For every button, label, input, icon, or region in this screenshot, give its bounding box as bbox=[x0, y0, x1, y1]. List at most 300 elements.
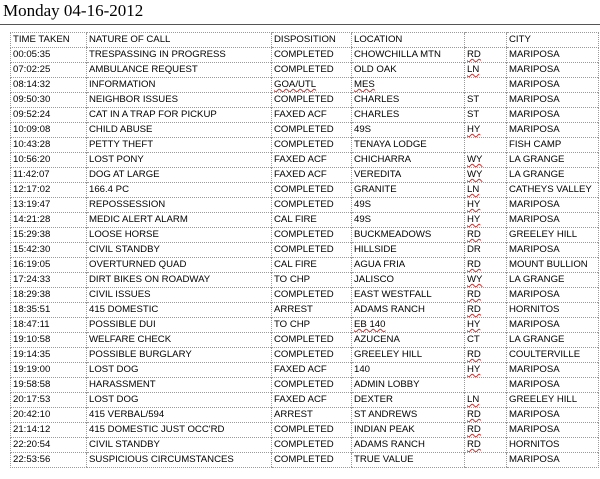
column-header-time: TIME TAKEN bbox=[11, 33, 87, 48]
table-row bbox=[11, 198, 599, 213]
cell-nature-text: CHILD ABUSE bbox=[89, 124, 153, 135]
cell-street-type bbox=[465, 153, 507, 168]
cell-time bbox=[11, 393, 87, 408]
table-row bbox=[11, 438, 599, 453]
cell-street-type bbox=[465, 168, 507, 183]
cell-location bbox=[352, 228, 465, 243]
cell-city bbox=[507, 288, 599, 303]
cell-location bbox=[352, 138, 465, 153]
column-header-location: LOCATION bbox=[352, 33, 465, 48]
cell-disposition bbox=[272, 213, 352, 228]
cell-location-text: VEREDITA bbox=[354, 169, 402, 180]
cell-disposition bbox=[272, 93, 352, 108]
cell-disposition bbox=[272, 303, 352, 318]
cell-location bbox=[352, 453, 465, 468]
cell-time bbox=[11, 228, 87, 243]
cell-time-text: 18:47:11 bbox=[13, 319, 50, 330]
cell-nature-text: POSSIBLE BURGLARY bbox=[89, 349, 192, 360]
cell-nature-text: DIRT BIKES ON ROADWAY bbox=[89, 274, 211, 285]
cell-street-type-text: RD bbox=[467, 229, 481, 240]
cell-time-text: 19:10:58 bbox=[13, 334, 51, 345]
cell-disposition-text: COMPLETED bbox=[274, 94, 334, 105]
cell-city-text: MARIPOSA bbox=[509, 64, 560, 75]
table-row bbox=[11, 423, 599, 438]
cell-nature bbox=[87, 288, 272, 303]
cell-street-type-text: WY bbox=[467, 154, 483, 165]
table-row bbox=[11, 273, 599, 288]
cell-time-text: 19:14:35 bbox=[13, 349, 51, 360]
cell-time bbox=[11, 153, 87, 168]
cell-location bbox=[352, 273, 465, 288]
cell-nature-text: HARASSMENT bbox=[89, 379, 156, 390]
cell-city-text: HORNITOS bbox=[509, 304, 560, 315]
cell-street-type bbox=[465, 138, 507, 153]
cell-time-text: 17:24:33 bbox=[13, 274, 51, 285]
cell-street-type bbox=[465, 423, 507, 438]
cell-time-text: 13:19:47 bbox=[13, 199, 51, 210]
table-row bbox=[11, 183, 599, 198]
cell-street-type bbox=[465, 93, 507, 108]
column-header-nature: NATURE OF CALL bbox=[87, 33, 272, 48]
cell-nature-text: CIVIL STANDBY bbox=[89, 439, 160, 450]
cell-location-text: HILLSIDE bbox=[354, 244, 397, 255]
cell-time-text: 00:05:35 bbox=[13, 49, 51, 60]
cell-city bbox=[507, 423, 599, 438]
cell-location bbox=[352, 333, 465, 348]
cell-time bbox=[11, 318, 87, 333]
cell-city-text: MARIPOSA bbox=[509, 319, 560, 330]
cell-disposition bbox=[272, 78, 352, 93]
table-row bbox=[11, 63, 599, 78]
cell-location-text: GRANITE bbox=[354, 184, 397, 195]
cell-disposition bbox=[272, 138, 352, 153]
cell-nature-text: CIVIL STANDBY bbox=[89, 244, 160, 255]
cell-nature bbox=[87, 348, 272, 363]
table-row bbox=[11, 408, 599, 423]
cell-time-text: 10:09:08 bbox=[13, 124, 51, 135]
cell-disposition bbox=[272, 348, 352, 363]
cell-time bbox=[11, 183, 87, 198]
cell-disposition-text: COMPLETED bbox=[274, 379, 334, 390]
cell-location-text: ST ANDREWS bbox=[354, 409, 418, 420]
cell-city bbox=[507, 363, 599, 378]
table-row bbox=[11, 303, 599, 318]
cell-nature bbox=[87, 153, 272, 168]
cell-location-text: CHARLES bbox=[354, 109, 400, 120]
cell-nature-text: 166.4 PC bbox=[89, 184, 130, 195]
cell-location-text: ADMIN LOBBY bbox=[354, 379, 420, 390]
table-row bbox=[11, 288, 599, 303]
cell-city-text: CATHEYS VALLEY bbox=[509, 184, 592, 195]
cell-location-text: INDIAN PEAK bbox=[354, 424, 415, 435]
cell-nature-text: LOST PONY bbox=[89, 154, 144, 165]
cell-disposition bbox=[272, 273, 352, 288]
cell-nature-text: NEIGHBOR ISSUES bbox=[89, 94, 179, 105]
cell-location-text: MES bbox=[354, 79, 375, 90]
cell-nature-text: CAT IN A TRAP FOR PICKUP bbox=[89, 109, 217, 120]
cell-location bbox=[352, 48, 465, 63]
cell-location bbox=[352, 213, 465, 228]
cell-location-text: TRUE VALUE bbox=[354, 454, 414, 465]
cell-street-type bbox=[465, 63, 507, 78]
table-row bbox=[11, 228, 599, 243]
table-row bbox=[11, 378, 599, 393]
cell-time bbox=[11, 273, 87, 288]
table-row bbox=[11, 258, 599, 273]
cell-location-text: 49S bbox=[354, 199, 372, 210]
cell-time bbox=[11, 423, 87, 438]
cell-disposition-text: COMPLETED bbox=[274, 199, 334, 210]
cell-nature-text: LOOSE HORSE bbox=[89, 229, 159, 240]
cell-city bbox=[507, 183, 599, 198]
cell-time-text: 20:42:10 bbox=[13, 409, 51, 420]
cell-disposition bbox=[272, 48, 352, 63]
cell-location-text: ADAMS RANCH bbox=[354, 439, 425, 450]
cell-street-type bbox=[465, 438, 507, 453]
table-header-row bbox=[11, 33, 599, 48]
table-row bbox=[11, 363, 599, 378]
cell-street-type-text: RD bbox=[467, 424, 481, 435]
cell-street-type bbox=[465, 123, 507, 138]
cell-location bbox=[352, 168, 465, 183]
cell-disposition-text: COMPLETED bbox=[274, 124, 334, 135]
table-row bbox=[11, 108, 599, 123]
cell-city-text: HORNITOS bbox=[509, 439, 560, 450]
cell-city bbox=[507, 258, 599, 273]
cell-street-type-text: HY bbox=[467, 124, 481, 135]
cell-city bbox=[507, 213, 599, 228]
cell-disposition bbox=[272, 168, 352, 183]
cell-disposition-text: ARREST bbox=[274, 304, 313, 315]
cell-time-text: 19:58:58 bbox=[13, 379, 51, 390]
cell-location bbox=[352, 393, 465, 408]
cell-time bbox=[11, 138, 87, 153]
cell-disposition bbox=[272, 198, 352, 213]
cell-city bbox=[507, 228, 599, 243]
cell-time-text: 09:52:24 bbox=[13, 109, 51, 120]
call-log-table bbox=[10, 32, 599, 468]
table-row bbox=[11, 78, 599, 93]
table-row bbox=[11, 123, 599, 138]
cell-city bbox=[507, 378, 599, 393]
cell-disposition bbox=[272, 363, 352, 378]
cell-location bbox=[352, 318, 465, 333]
cell-nature bbox=[87, 138, 272, 153]
cell-disposition-text: FAXED ACF bbox=[274, 394, 327, 405]
cell-location bbox=[352, 258, 465, 273]
cell-street-type-text: LN bbox=[467, 64, 480, 75]
cell-location bbox=[352, 153, 465, 168]
cell-city bbox=[507, 333, 599, 348]
cell-location bbox=[352, 63, 465, 78]
cell-nature bbox=[87, 333, 272, 348]
cell-location-text: CHICHARRA bbox=[354, 154, 412, 165]
page-title: Monday 04-16-2012 bbox=[3, 1, 144, 20]
cell-nature-text: 415 DOMESTIC bbox=[89, 304, 159, 315]
cell-nature bbox=[87, 48, 272, 63]
cell-city-text: MARIPOSA bbox=[509, 364, 560, 375]
table-row bbox=[11, 333, 599, 348]
cell-street-type bbox=[465, 213, 507, 228]
cell-nature bbox=[87, 378, 272, 393]
cell-location-text: OLD OAK bbox=[354, 64, 397, 75]
cell-street-type bbox=[465, 303, 507, 318]
cell-time bbox=[11, 333, 87, 348]
cell-disposition-text: COMPLETED bbox=[274, 229, 334, 240]
cell-city-text: MOUNT BULLION bbox=[509, 259, 588, 270]
cell-location bbox=[352, 243, 465, 258]
cell-time bbox=[11, 213, 87, 228]
cell-street-type bbox=[465, 348, 507, 363]
cell-location-text: DEXTER bbox=[354, 394, 393, 405]
cell-nature bbox=[87, 453, 272, 468]
cell-city bbox=[507, 198, 599, 213]
cell-city-text: LA GRANGE bbox=[509, 274, 565, 285]
cell-time bbox=[11, 348, 87, 363]
cell-location-text: EB 140 bbox=[354, 319, 386, 330]
cell-city-text: FISH CAMP bbox=[509, 139, 562, 150]
cell-location-text: BUCKMEADOWS bbox=[354, 229, 432, 240]
cell-disposition-text: TO CHP bbox=[274, 274, 311, 285]
cell-nature bbox=[87, 318, 272, 333]
column-header-city: CITY bbox=[507, 33, 599, 48]
cell-city bbox=[507, 123, 599, 138]
cell-city bbox=[507, 138, 599, 153]
cell-disposition-text: COMPLETED bbox=[274, 334, 334, 345]
cell-location bbox=[352, 183, 465, 198]
cell-time-text: 20:17:53 bbox=[13, 394, 51, 405]
cell-location bbox=[352, 288, 465, 303]
cell-nature bbox=[87, 63, 272, 78]
cell-street-type bbox=[465, 273, 507, 288]
cell-disposition-text: FAXED ACF bbox=[274, 154, 327, 165]
cell-city-text: LA GRANGE bbox=[509, 334, 565, 345]
cell-disposition bbox=[272, 438, 352, 453]
table-row bbox=[11, 453, 599, 468]
table-row bbox=[11, 138, 599, 153]
cell-street-type-text: RD bbox=[467, 49, 481, 60]
cell-nature bbox=[87, 258, 272, 273]
cell-street-type bbox=[465, 108, 507, 123]
cell-time bbox=[11, 63, 87, 78]
cell-disposition bbox=[272, 453, 352, 468]
cell-disposition-text: CAL FIRE bbox=[274, 259, 317, 270]
cell-location-text: AGUA FRIA bbox=[354, 259, 406, 270]
cell-location-text: ADAMS RANCH bbox=[354, 304, 425, 315]
cell-city bbox=[507, 48, 599, 63]
cell-disposition-text: COMPLETED bbox=[274, 454, 334, 465]
cell-nature-text: PETTY THEFT bbox=[89, 139, 154, 150]
cell-time bbox=[11, 363, 87, 378]
cell-city bbox=[507, 63, 599, 78]
cell-nature bbox=[87, 303, 272, 318]
cell-nature bbox=[87, 408, 272, 423]
cell-city-text: LA GRANGE bbox=[509, 154, 565, 165]
cell-street-type bbox=[465, 78, 507, 93]
cell-time bbox=[11, 243, 87, 258]
cell-street-type bbox=[465, 48, 507, 63]
cell-disposition bbox=[272, 108, 352, 123]
cell-disposition-text: CAL FIRE bbox=[274, 214, 317, 225]
cell-time-text: 16:19:05 bbox=[13, 259, 51, 270]
cell-nature-text: AMBULANCE REQUEST bbox=[89, 64, 198, 75]
cell-time bbox=[11, 93, 87, 108]
cell-street-type-text: LN bbox=[467, 184, 480, 195]
cell-time-text: 12:17:02 bbox=[13, 184, 51, 195]
cell-city bbox=[507, 408, 599, 423]
cell-disposition bbox=[272, 183, 352, 198]
cell-disposition-text: ARREST bbox=[274, 409, 313, 420]
cell-street-type-text: RD bbox=[467, 259, 481, 270]
cell-street-type bbox=[465, 408, 507, 423]
cell-city bbox=[507, 93, 599, 108]
cell-time bbox=[11, 408, 87, 423]
cell-nature-text: 415 DOMESTIC JUST OCC'RD bbox=[89, 424, 225, 435]
cell-street-type bbox=[465, 243, 507, 258]
cell-street-type bbox=[465, 183, 507, 198]
cell-city-text: MARIPOSA bbox=[509, 124, 560, 135]
cell-street-type-text: HY bbox=[467, 214, 481, 225]
cell-disposition bbox=[272, 258, 352, 273]
cell-city-text: LA GRANGE bbox=[509, 169, 565, 180]
cell-street-type-text: WY bbox=[467, 169, 483, 180]
cell-street-type-text: RD bbox=[467, 439, 481, 450]
cell-disposition-text: FAXED ACF bbox=[274, 364, 327, 375]
cell-city-text: MARIPOSA bbox=[509, 409, 560, 420]
cell-street-type bbox=[465, 258, 507, 273]
cell-location bbox=[352, 378, 465, 393]
cell-location-text: EAST WESTFALL bbox=[354, 289, 432, 300]
cell-street-type bbox=[465, 333, 507, 348]
cell-location bbox=[352, 78, 465, 93]
cell-street-type bbox=[465, 453, 507, 468]
cell-location-text: 140 bbox=[354, 364, 371, 375]
cell-nature bbox=[87, 363, 272, 378]
cell-city-text: MARIPOSA bbox=[509, 79, 560, 90]
cell-location-text: GREELEY HILL bbox=[354, 349, 423, 360]
cell-time-text: 11:42:07 bbox=[13, 169, 50, 180]
cell-disposition-text: GOA/UTL bbox=[274, 79, 317, 90]
cell-nature bbox=[87, 183, 272, 198]
cell-nature-text: OVERTURNED QUAD bbox=[89, 259, 187, 270]
cell-time bbox=[11, 123, 87, 138]
cell-location-text: CHARLES bbox=[354, 94, 400, 105]
cell-location bbox=[352, 423, 465, 438]
cell-disposition-text: COMPLETED bbox=[274, 439, 334, 450]
cell-disposition-text: COMPLETED bbox=[274, 64, 334, 75]
cell-time bbox=[11, 168, 87, 183]
cell-city-text: MARIPOSA bbox=[509, 199, 560, 210]
cell-time bbox=[11, 303, 87, 318]
cell-disposition-text: FAXED ACF bbox=[274, 169, 327, 180]
cell-disposition-text: COMPLETED bbox=[274, 424, 334, 435]
cell-city bbox=[507, 453, 599, 468]
cell-location-text: JALISCO bbox=[354, 274, 394, 285]
cell-nature bbox=[87, 198, 272, 213]
cell-street-type bbox=[465, 288, 507, 303]
table-row bbox=[11, 93, 599, 108]
cell-city bbox=[507, 393, 599, 408]
table-row bbox=[11, 213, 599, 228]
table-row bbox=[11, 48, 599, 63]
cell-disposition-text: COMPLETED bbox=[274, 49, 334, 60]
cell-street-type bbox=[465, 393, 507, 408]
cell-time-text: 22:53:56 bbox=[13, 454, 51, 465]
cell-disposition bbox=[272, 243, 352, 258]
cell-location-text: TENAYA LODGE bbox=[354, 139, 427, 150]
cell-disposition bbox=[272, 423, 352, 438]
cell-nature bbox=[87, 123, 272, 138]
cell-nature bbox=[87, 93, 272, 108]
cell-city-text: GREELEY HILL bbox=[509, 229, 578, 240]
cell-city bbox=[507, 438, 599, 453]
cell-nature bbox=[87, 78, 272, 93]
cell-location bbox=[352, 108, 465, 123]
table-row bbox=[11, 348, 599, 363]
cell-time-text: 22:20:54 bbox=[13, 439, 51, 450]
cell-time-text: 18:35:51 bbox=[13, 304, 51, 315]
cell-city bbox=[507, 318, 599, 333]
table-row bbox=[11, 168, 599, 183]
cell-street-type-text: DR bbox=[467, 244, 481, 255]
cell-location bbox=[352, 198, 465, 213]
cell-city-text: MARIPOSA bbox=[509, 49, 560, 60]
cell-street-type-text: CT bbox=[467, 334, 480, 345]
cell-disposition bbox=[272, 63, 352, 78]
cell-time-text: 18:29:38 bbox=[13, 289, 51, 300]
column-header-street-type bbox=[465, 33, 507, 48]
cell-disposition-text: COMPLETED bbox=[274, 349, 334, 360]
cell-nature bbox=[87, 423, 272, 438]
cell-city-text: MARIPOSA bbox=[509, 454, 560, 465]
cell-location bbox=[352, 303, 465, 318]
cell-disposition-text: COMPLETED bbox=[274, 139, 334, 150]
cell-street-type-text: ST bbox=[467, 94, 480, 105]
cell-time-text: 14:21:28 bbox=[13, 214, 51, 225]
cell-disposition bbox=[272, 153, 352, 168]
column-header-disposition: DISPOSITION bbox=[272, 33, 352, 48]
cell-city-text: COULTERVILLE bbox=[509, 349, 581, 360]
cell-disposition bbox=[272, 318, 352, 333]
cell-nature bbox=[87, 213, 272, 228]
cell-nature-text: WELFARE CHECK bbox=[89, 334, 172, 345]
cell-nature bbox=[87, 393, 272, 408]
cell-time-text: 10:43:28 bbox=[13, 139, 51, 150]
cell-time bbox=[11, 378, 87, 393]
cell-street-type-text: HY bbox=[467, 364, 481, 375]
cell-disposition-text: COMPLETED bbox=[274, 289, 334, 300]
cell-time-text: 15:29:38 bbox=[13, 229, 51, 240]
cell-disposition-text: FAXED ACF bbox=[274, 109, 327, 120]
cell-disposition-text: COMPLETED bbox=[274, 184, 334, 195]
cell-street-type bbox=[465, 378, 507, 393]
cell-city-text: MARIPOSA bbox=[509, 289, 560, 300]
cell-time-text: 15:42:30 bbox=[13, 244, 51, 255]
cell-street-type-text: HY bbox=[467, 319, 481, 330]
cell-nature-text: TRESPASSING IN PROGRESS bbox=[89, 49, 226, 60]
cell-disposition bbox=[272, 393, 352, 408]
cell-city-text: MARIPOSA bbox=[509, 244, 560, 255]
cell-city-text: MARIPOSA bbox=[509, 94, 560, 105]
cell-location bbox=[352, 348, 465, 363]
cell-street-type bbox=[465, 228, 507, 243]
cell-nature bbox=[87, 228, 272, 243]
cell-time bbox=[11, 438, 87, 453]
cell-time-text: 08:14:32 bbox=[13, 79, 51, 90]
cell-street-type-text: RD bbox=[467, 289, 481, 300]
title-divider bbox=[0, 24, 600, 25]
cell-nature bbox=[87, 438, 272, 453]
